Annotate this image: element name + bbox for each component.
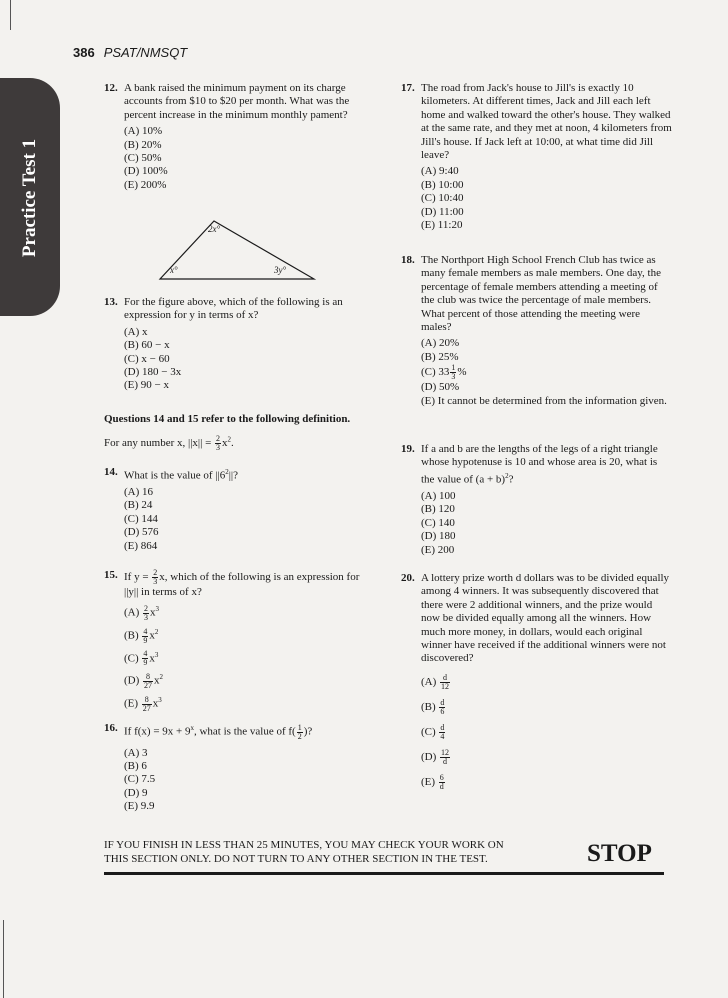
question-number: 14. xyxy=(104,466,118,478)
numerator: 12 xyxy=(441,747,450,757)
denominator: 3 xyxy=(153,577,158,586)
question-text-part: , what is the value of f( xyxy=(193,725,296,738)
fraction xyxy=(152,569,158,586)
question-number: 12. xyxy=(104,82,118,94)
choice-label: (C) xyxy=(421,725,439,738)
choice-d[interactable]: (D) 180 xyxy=(421,530,456,543)
choice-d[interactable] xyxy=(421,749,673,766)
question-number: 13. xyxy=(104,296,118,308)
denominator: d xyxy=(443,756,448,766)
choice-a[interactable]: (A) x xyxy=(124,325,148,338)
question-number: 17. xyxy=(401,82,415,94)
numerator: 8 xyxy=(142,696,152,705)
choice-d[interactable]: (D) 576 xyxy=(124,526,159,539)
numerator: 2 xyxy=(216,434,221,443)
variable: x xyxy=(154,674,160,687)
numerator: 1 xyxy=(451,363,456,373)
numerator: 1 xyxy=(297,722,302,732)
choice-label: (E) xyxy=(421,775,438,788)
fraction xyxy=(439,699,445,716)
choice-c[interactable]: (C) 144 xyxy=(124,512,158,525)
question-number: 18. xyxy=(401,254,415,266)
question-text: The road from Jack's house to Jill's is exactly 10 kilometers. At different times, Jack and Jill each left home and walked toward the other's house. They walked at the same rate, and they met at noon, 4 kilometers from Jill's house. If Jack left at 10:00, at what time did Jill leave? xyxy=(421,82,672,162)
choice-a[interactable]: (A) 9:40 xyxy=(421,165,459,178)
question-18 xyxy=(401,254,673,408)
fraction xyxy=(439,724,445,741)
choice-d[interactable] xyxy=(124,671,376,690)
exponent: x xyxy=(190,724,194,732)
fraction xyxy=(439,774,445,791)
fraction xyxy=(143,673,153,690)
choice-e[interactable]: (E) 90 − x xyxy=(124,379,169,392)
answer-choices xyxy=(124,603,376,712)
choice-b[interactable]: (B) 60 − x xyxy=(124,339,170,352)
choice-d[interactable]: (D) 180 − 3x xyxy=(124,366,182,379)
angle-label-right: 3y° xyxy=(274,265,287,275)
answer-choices xyxy=(124,125,376,192)
fraction xyxy=(215,435,221,452)
exponent: 2 xyxy=(505,471,509,480)
choice-c[interactable]: (C) 10:40 xyxy=(421,192,464,205)
footer-instructions xyxy=(104,838,504,866)
choice-d[interactable]: (D) 50% xyxy=(421,381,460,394)
choice-e[interactable]: (E) 200% xyxy=(124,178,167,191)
directions: Questions 14 and 15 refer to the following definition. xyxy=(104,413,351,425)
choice-label: (D) xyxy=(124,674,143,687)
choice-c[interactable]: (C) 7.5 xyxy=(124,773,156,786)
answer-choices xyxy=(421,165,673,232)
choice-label: (C) 33 xyxy=(421,366,450,379)
answer-choices xyxy=(124,486,376,553)
denominator: 6 xyxy=(440,706,445,716)
fraction xyxy=(142,628,148,645)
denominator: 9 xyxy=(143,635,148,645)
question-text xyxy=(124,569,376,599)
question-20 xyxy=(401,572,673,791)
variable: x xyxy=(150,607,156,620)
choice-c[interactable] xyxy=(124,649,376,668)
question-text-part: )? xyxy=(303,725,313,738)
question-text-part: If f(x) = 9x + 9 xyxy=(124,725,191,738)
denominator: d xyxy=(439,781,444,791)
choice-d[interactable]: (D) 9 xyxy=(124,786,148,799)
choice-b[interactable]: (B) 10:00 xyxy=(421,178,464,191)
denominator: 27 xyxy=(144,680,153,690)
choice-b[interactable]: (B) 25% xyxy=(421,350,459,363)
choice-e[interactable]: (E) 11:20 xyxy=(421,219,463,232)
page-header xyxy=(73,45,187,61)
numerator: 4 xyxy=(143,626,148,636)
choice-b[interactable]: (B) 6 xyxy=(124,760,147,773)
numerator: 8 xyxy=(143,673,153,682)
stop-sign: STOP xyxy=(587,840,652,867)
question-number: 16. xyxy=(104,722,118,734)
choice-label: (D) xyxy=(421,750,440,763)
variable: x xyxy=(149,652,155,665)
choice-b[interactable] xyxy=(421,699,673,716)
denominator: 12 xyxy=(441,681,450,691)
answer-choices xyxy=(124,326,376,393)
denominator: 9 xyxy=(143,658,148,668)
choice-c[interactable]: (C) x − 60 xyxy=(124,352,170,365)
question-17 xyxy=(401,82,673,232)
definition-variable: x xyxy=(222,437,228,450)
answer-choices xyxy=(124,747,376,814)
definition-text: For any number x, ||x|| = xyxy=(104,437,215,450)
exponent: 3 xyxy=(155,605,160,614)
question-number: 15. xyxy=(104,569,118,581)
denominator: 3 xyxy=(216,443,221,452)
choice-label: (B) xyxy=(421,700,439,713)
numerator: d xyxy=(440,697,445,707)
question-14 xyxy=(104,466,376,553)
triangle-figure xyxy=(156,217,316,281)
choice-c[interactable]: (C) 140 xyxy=(421,516,455,529)
choice-b[interactable]: (B) 120 xyxy=(421,503,455,516)
definition xyxy=(104,435,234,452)
choice-a[interactable]: (A) 100 xyxy=(421,489,456,502)
fraction xyxy=(440,674,450,691)
numerator: 2 xyxy=(153,568,158,577)
question-text-part: x, which of the following is an expression for ||y|| in terms of x? xyxy=(124,571,360,598)
choice-e[interactable]: (E) 864 xyxy=(124,539,158,552)
choice-c[interactable] xyxy=(421,364,673,381)
question-text: A bank raised the minimum payment on its charge accounts from $10 to $20 per month. What was the percent increase in the minimum monthly pament? xyxy=(124,82,350,121)
question-16 xyxy=(104,722,376,814)
angle-label-top: 2x° xyxy=(208,224,221,234)
fraction xyxy=(440,749,450,766)
question-text: A lottery prize worth d dollars was to be divided equally among 4 winners. It was subsequently discovered that there were 2 additional winners, and the prize would now be divided equally among all the winners. How much more money, in dollars, would each original winner have received if the additional winners were not discovered? xyxy=(421,572,670,665)
question-number: 20. xyxy=(401,572,415,584)
choice-c[interactable] xyxy=(421,724,673,741)
exponent: 3 xyxy=(154,650,159,659)
exponent: 3 xyxy=(158,695,162,704)
denominator: 2 xyxy=(297,731,302,741)
choice-label: (B) xyxy=(124,629,142,642)
question-number: 19. xyxy=(401,443,415,455)
choice-d[interactable]: (D) 11:00 xyxy=(421,205,464,218)
choice-e[interactable]: (E) 200 xyxy=(421,543,455,556)
question-19 xyxy=(401,443,673,557)
denominator: 27 xyxy=(142,703,151,713)
percent-sign: % xyxy=(457,366,467,379)
page-number: 386 xyxy=(73,45,95,60)
choice-a[interactable] xyxy=(124,603,376,622)
choice-c[interactable]: (C) 50% xyxy=(124,152,162,165)
footer-rule xyxy=(104,872,664,875)
triangle-diagram xyxy=(156,217,316,281)
choice-b[interactable]: (B) 24 xyxy=(124,499,153,512)
choice-e[interactable]: (E) 9.9 xyxy=(124,800,155,813)
choice-b[interactable]: (B) 20% xyxy=(124,138,162,151)
choice-label: (E) xyxy=(124,697,141,710)
variable: x xyxy=(149,629,155,642)
answer-choices xyxy=(421,337,673,408)
fraction xyxy=(142,696,152,713)
question-text xyxy=(124,466,376,483)
practice-test-tab-label: Practice Test 1 xyxy=(19,138,40,258)
choice-label: (A) xyxy=(124,607,143,620)
choice-b[interactable] xyxy=(124,626,376,645)
question-text-part: If y = xyxy=(124,571,152,584)
choice-e[interactable] xyxy=(124,694,376,713)
question-text-end: ||? xyxy=(228,469,239,482)
numerator: d xyxy=(440,722,445,732)
question-12 xyxy=(104,82,376,192)
fraction xyxy=(297,724,303,741)
question-text xyxy=(124,722,376,741)
answer-choices xyxy=(421,674,673,791)
numerator: 6 xyxy=(439,772,444,782)
numerator: d xyxy=(440,674,450,683)
exponent: 2 xyxy=(227,435,232,444)
exponent: 2 xyxy=(159,673,164,682)
denominator: 3 xyxy=(144,613,149,623)
question-text-part: ? xyxy=(508,473,514,486)
choice-d[interactable]: (D) 100% xyxy=(124,165,168,178)
choice-e[interactable]: (E) It cannot be determined from the information given. xyxy=(421,394,667,407)
choice-a[interactable] xyxy=(421,674,673,691)
numerator: 4 xyxy=(143,649,148,659)
definition-end: . xyxy=(231,437,234,450)
question-text-part: If a and b are the lengths of the legs of a right triangle whose hypotenuse is 10 and whose area is 20, what is the value of (a + b) xyxy=(421,443,658,486)
numerator: 2 xyxy=(144,604,149,614)
choice-a[interactable]: (A) 20% xyxy=(421,337,460,350)
denominator: 3 xyxy=(451,372,456,382)
answer-choices xyxy=(421,490,673,557)
page-edge-bottom-left xyxy=(3,920,4,998)
question-text: The Northport High School French Club has twice as many female members as male members. One day, the percentage of female members attending a meeting of the club was twice the percentage of male members. What percent of those attending the meeting were males? xyxy=(421,254,661,334)
choice-a[interactable]: (A) 16 xyxy=(124,486,154,499)
page-edge-left xyxy=(10,0,11,30)
fraction xyxy=(142,650,148,667)
variable: x xyxy=(152,697,159,710)
exponent: 2 xyxy=(225,468,229,476)
choice-a[interactable]: (A) 10% xyxy=(124,125,163,138)
exponent: 2 xyxy=(154,628,159,637)
angle-label-left: x° xyxy=(170,265,178,275)
choice-a[interactable]: (A) 3 xyxy=(124,746,148,759)
book-title: PSAT/NMSQT xyxy=(103,45,188,60)
footer-line-2: THIS SECTION ONLY. DO NOT TURN TO ANY OTHER SECTION IN THE TEST. xyxy=(104,853,488,865)
question-text-part: What is the value of ||6 xyxy=(124,469,226,482)
question-13 xyxy=(104,296,376,393)
fraction xyxy=(143,605,149,622)
question-15 xyxy=(104,569,376,713)
denominator: 4 xyxy=(440,731,445,741)
choice-label: (C) xyxy=(124,652,142,665)
question-text xyxy=(421,443,673,487)
question-text: For the figure above, which of the following is an expression for y in terms of x? xyxy=(124,296,343,322)
choice-label: (A) xyxy=(421,675,440,688)
choice-e[interactable] xyxy=(421,774,673,791)
fraction xyxy=(450,364,456,381)
footer-line-1: IF YOU FINISH IN LESS THAN 25 MINUTES, YOU MAY CHECK YOUR WORK ON xyxy=(104,839,504,851)
